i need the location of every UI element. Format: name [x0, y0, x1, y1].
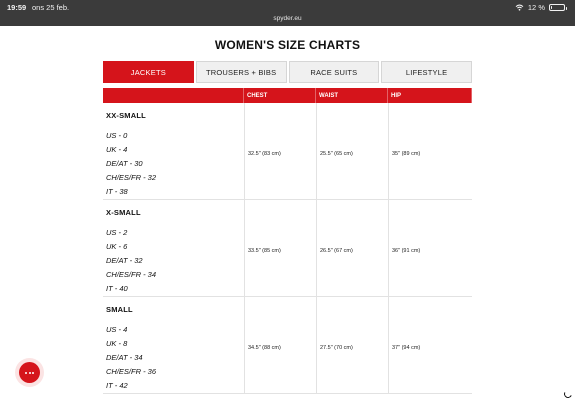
- waist-value: 25.5" (65 cm): [320, 151, 353, 157]
- tab-lifestyle[interactable]: LIFESTYLE: [381, 61, 472, 83]
- size-chart-table: [103, 88, 472, 394]
- hip-cell: [388, 200, 472, 296]
- table-row: [103, 200, 472, 297]
- chest-cell: [244, 200, 316, 296]
- size-conversions: [106, 323, 244, 393]
- category-tabs: [103, 61, 472, 83]
- size-conversions: [106, 129, 244, 199]
- battery-icon: [549, 4, 565, 11]
- size-name: SMALL: [106, 305, 133, 314]
- waist-value: 26.5" (67 cm): [320, 248, 353, 254]
- wifi-icon: [515, 4, 524, 11]
- header-size: [103, 88, 244, 103]
- address-bar-url[interactable]: spyder.eu: [273, 15, 302, 22]
- conversion-it: IT - 38: [106, 187, 128, 196]
- hip-value: 37" (94 cm): [392, 345, 421, 351]
- size-cell: [103, 103, 244, 199]
- chat-button[interactable]: [15, 358, 44, 387]
- conversion-ch-es-fr: CH/ES/FR - 34: [106, 270, 157, 279]
- header-hip: HIP: [388, 88, 472, 103]
- size-cell: [103, 297, 244, 393]
- header-waist: WAIST: [316, 88, 388, 103]
- conversion-de-at: DE/AT - 30: [106, 159, 143, 168]
- status-date: ons 25 feb.: [32, 3, 70, 12]
- conversion-us: US - 4: [106, 325, 128, 334]
- table-row: [103, 103, 472, 200]
- hip-cell: [388, 297, 472, 393]
- conversion-it: IT - 42: [106, 381, 128, 390]
- size-name: XX-SMALL: [106, 111, 146, 120]
- conversion-ch-es-fr: CH/ES/FR - 36: [106, 367, 157, 376]
- hip-cell: [388, 103, 472, 199]
- tab-race-suits[interactable]: RACE SUITS: [289, 61, 380, 83]
- size-cell: [103, 200, 244, 296]
- conversion-uk: UK - 6: [106, 242, 128, 251]
- status-time: 19:59: [7, 3, 27, 12]
- conversion-uk: UK - 4: [106, 145, 128, 154]
- status-bar: [0, 0, 575, 26]
- size-name: X-SMALL: [106, 208, 141, 217]
- conversion-it: IT - 40: [106, 284, 128, 293]
- chest-value: 33.5" (85 cm): [248, 248, 281, 254]
- chest-value: 34.5" (88 cm): [248, 345, 281, 351]
- tab-trousers-bibs[interactable]: TROUSERS + BIBS: [196, 61, 287, 83]
- table-row: [103, 297, 472, 394]
- header-chest: CHEST: [244, 88, 316, 103]
- chest-cell: [244, 297, 316, 393]
- chest-value: 32.5" (83 cm): [248, 151, 281, 157]
- status-right: [515, 3, 565, 12]
- conversion-uk: UK - 8: [106, 339, 128, 348]
- conversion-us: US - 2: [106, 228, 128, 237]
- waist-cell: [316, 103, 388, 199]
- table-header: [103, 88, 472, 103]
- chat-icon: [19, 362, 40, 383]
- conversion-de-at: DE/AT - 32: [106, 256, 143, 265]
- loading-spinner-icon: [563, 389, 573, 399]
- chest-cell: [244, 103, 316, 199]
- conversion-de-at: DE/AT - 34: [106, 353, 143, 362]
- conversion-ch-es-fr: CH/ES/FR - 32: [106, 173, 157, 182]
- hip-value: 36" (91 cm): [392, 248, 421, 254]
- tab-jackets[interactable]: JACKETS: [103, 61, 194, 83]
- battery-percent: 12 %: [527, 3, 545, 12]
- page-title: WOMEN'S SIZE CHARTS: [214, 38, 361, 52]
- conversion-us: US - 0: [106, 131, 128, 140]
- waist-cell: [316, 200, 388, 296]
- hip-value: 35" (89 cm): [392, 151, 421, 157]
- waist-value: 27.5" (70 cm): [320, 345, 353, 351]
- size-conversions: [106, 226, 244, 296]
- waist-cell: [316, 297, 388, 393]
